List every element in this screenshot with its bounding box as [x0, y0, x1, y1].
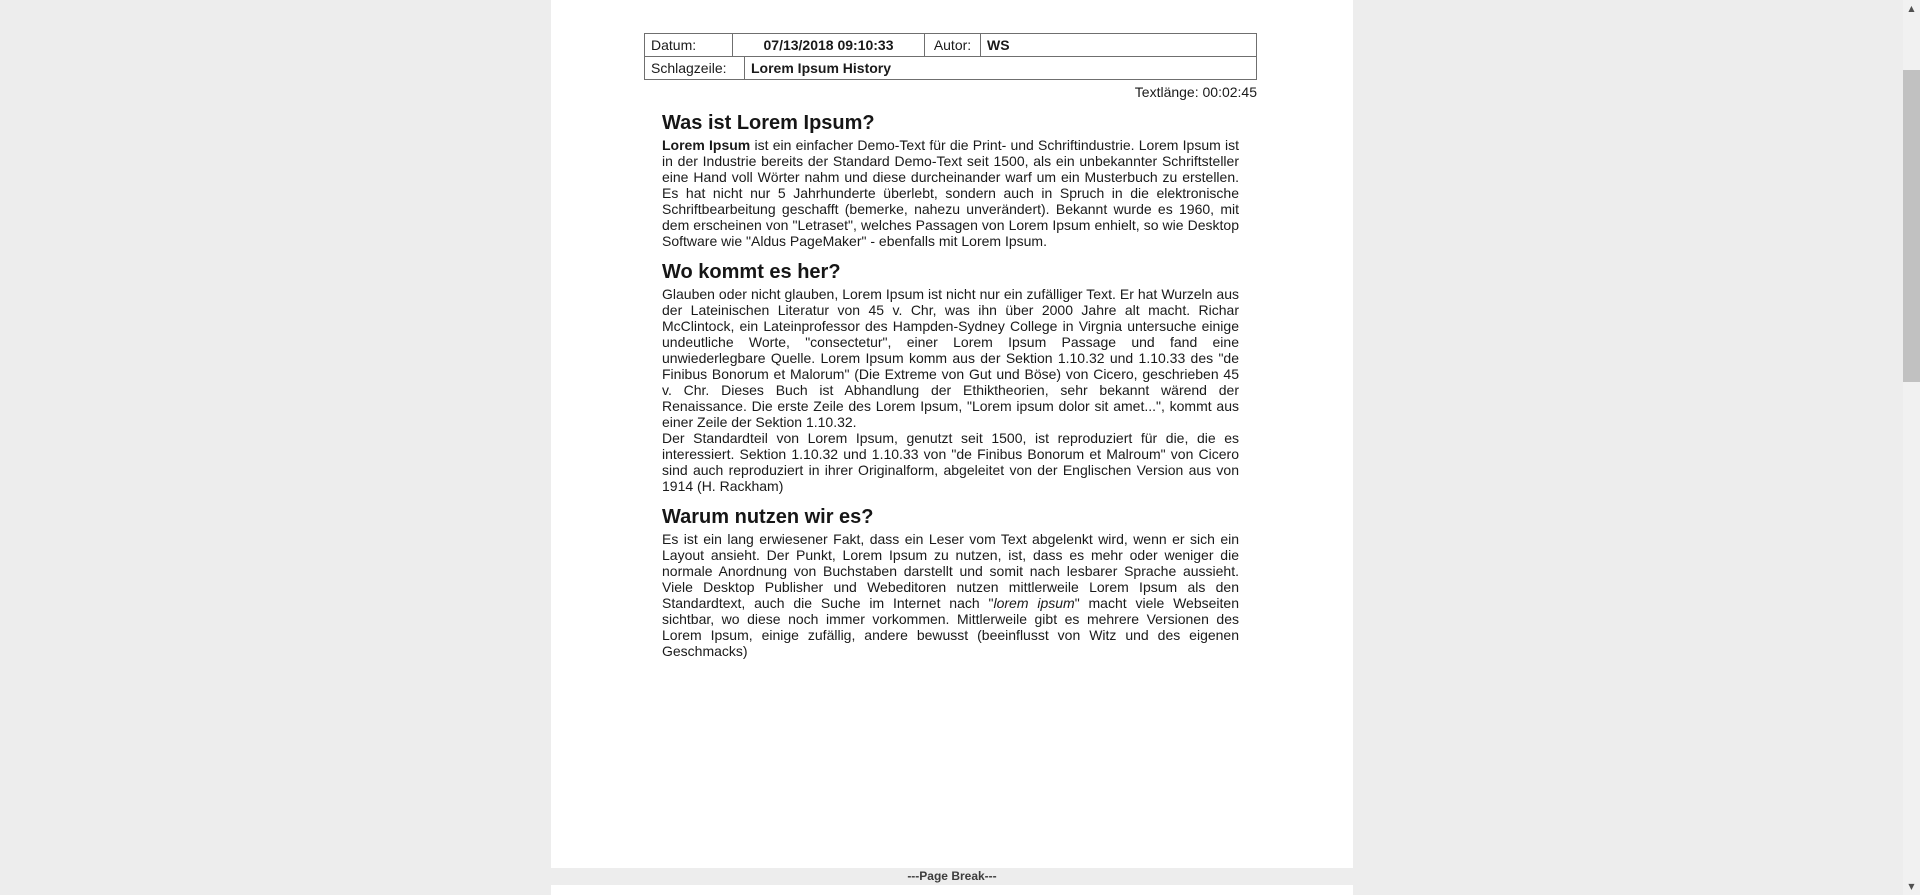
metadata-table-row2 — [644, 56, 1257, 80]
scroll-up-button[interactable] — [1903, 0, 1920, 17]
metadata-row-datum — [645, 34, 1257, 57]
section-heading: Was ist Lorem Ipsum? — [662, 112, 875, 134]
vertical-scrollbar[interactable] — [1903, 0, 1920, 895]
text-run: Der Standardteil von Lorem Ipsum, genutzt seit 1500, ist reproduziert für die, die es interessiert. Sektion 1.10.32 und 1.10.33 von "de Finibus Bonorum et Malroum" von Cicero sind auch reproduziert in ihrer Originalform, abgeleitet von der Englischen Version aus von 1914 (H. Rackham) — [662, 430, 1239, 494]
scroll-up-icon: ▲ — [1908, 3, 1915, 13]
metadata-row-schlagzeile — [645, 57, 1257, 80]
bold-text-run: Lorem Ipsum — [662, 137, 751, 153]
paragraph — [662, 430, 1239, 494]
text-run: " macht viele Webseiten sichtbar, wo diese noch immer vorkommen. Mittlerweile gibt es mehrere Versionen des Lorem Ipsum, einige zufällig, andere bewusst (beeinflusst von Witz und des eigenen Geschmacks) — [662, 595, 1239, 659]
document-page — [551, 0, 1353, 868]
section-heading: Warum nutzen wir es? — [662, 506, 874, 528]
metadata-table — [644, 33, 1257, 57]
autor-label: Autor: — [925, 34, 981, 57]
scrollbar-thumb[interactable] — [1903, 70, 1920, 382]
document-page-next — [551, 885, 1353, 895]
paragraph — [662, 137, 1239, 249]
paragraph — [662, 286, 1239, 430]
section-heading: Wo kommt es her? — [662, 261, 841, 283]
schlagzeile-label: Schlagzeile: — [645, 57, 745, 80]
scroll-down-button[interactable] — [1903, 878, 1920, 895]
paragraph — [662, 531, 1239, 659]
text-run: Es ist ein lang erwiesener Fakt, dass ein Leser vom Text abgelenkt wird, wenn er sich ein Layout ansieht. Der Punkt, Lorem Ipsum zu nutzen, ist, dass es mehr oder weniger die normale Anordnung von Buchstaben darstellt und somit nach lesbarer Sprache aussieht. Viele Desktop Publisher und Webeditoren nutzen mittlerweile Lorem Ipsum als den Standardtext, auch die Suche im Internet nach " — [662, 531, 1239, 611]
scroll-down-icon: ▼ — [1908, 881, 1915, 891]
italic-text-run: lorem ipsum — [993, 595, 1075, 611]
text-length-indicator: Textlänge: 00:02:45 — [1134, 84, 1257, 100]
datum-label: Datum: — [645, 34, 733, 57]
schlagzeile-value: Lorem Ipsum History — [745, 57, 1257, 80]
autor-value: WS — [981, 34, 1257, 57]
text-run: Glauben oder nicht glauben, Lorem Ipsum ist nicht nur ein zufälliger Text. Er hat Wurzeln aus der Lateinischen Literatur von 45 v. Chr, was ihn über 2000 Jahre alt macht. Richar McClintock, ein Lateinprofessor des Hampden-Sydney College in Virgnia untersuche einige undeutliche Worte, "consectetur", einer Lorem Ipsum Passage und fand eine unwiederlegbare Quelle. Lorem Ipsum komm aus der Sektion 1.10.32 und 1.10.33 des "de Finibus Bonorum et Malorum" (Die Extreme von Gut und Böse) von Cicero, geschrieben 45 v. Chr. Dieses Buch ist Abhandlung der Ethiktheorien, sehr bekannt wärend der Renaissance. Die erste Zeile des Lorem Ipsum, "Lorem ipsum dolor sit amet...", kommt aus einer Zeile der Sektion 1.10.32. — [662, 286, 1239, 430]
datum-value: 07/13/2018 09:10:33 — [733, 34, 925, 57]
page-break-label: ---Page Break--- — [907, 869, 997, 883]
text-run: ist ein einfacher Demo-Text für die Print- und Schriftindustrie. Lorem Ipsum ist in der Industrie bereits der Standard Demo-Text seit 1500, als ein unbekannter Schriftsteller eine Hand voll Wörter nahm und diese durcheinander warf um ein Musterbuch zu erstellen. Es hat nicht nur 5 Jahrhunderte überlebt, sondern auch in Spruch in die elektronische Schriftbearbeitung geschafft (bemerke, nahezu unverändert). Bekannt wurde es 1960, mit dem erscheinen von "Letraset", welches Passagen von Lorem Ipsum enhielt, so wie Desktop Software wie "Aldus PageMaker" - ebenfalls mit Lorem Ipsum. — [662, 137, 1240, 249]
document-body — [662, 111, 1239, 659]
page-break-divider — [551, 868, 1353, 885]
